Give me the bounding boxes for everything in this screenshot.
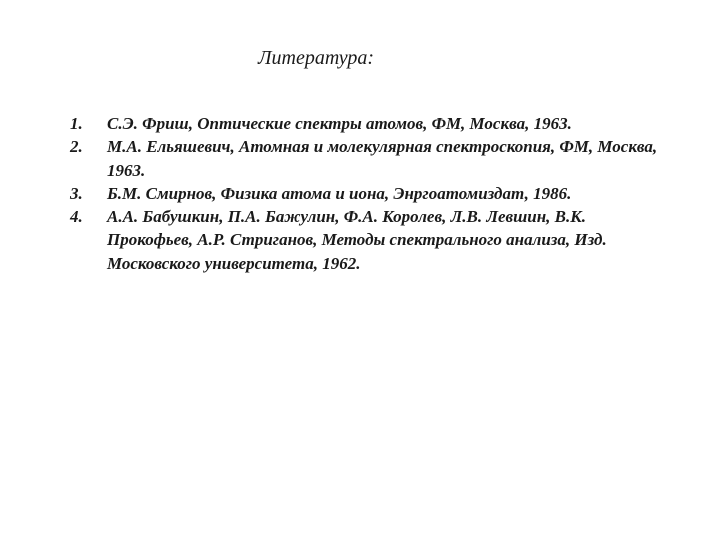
list-item-number: 4. — [70, 207, 83, 227]
list-item-text: Б.М. Смирнов, Физика атома и иона, Энргоатомиздат, 1986. — [107, 183, 572, 203]
list-item — [70, 135, 670, 182]
reference-list — [70, 112, 670, 275]
list-item — [70, 205, 670, 275]
list-item — [70, 112, 670, 135]
list-item-number: 3. — [70, 183, 83, 203]
list-item-text: С.Э. Фриш, Оптические спектры атомов, ФМ, Москва, 1963. — [107, 114, 572, 133]
list-item-text: М.А. Ельяшевич, Атомная и молекулярная спектроскопия, ФМ, Москва, 1963. — [107, 137, 658, 180]
list-item-number: 1. — [70, 114, 83, 133]
list-item — [70, 182, 670, 205]
list-item-number: 2. — [70, 137, 83, 157]
list-item-text: А.А. Бабушкин, П.А. Бажулин, Ф.А. Королев, Л.В. Левшин, В.К. Прокофьев, А.Р. Стриганов, Методы спектрального анализа, Изд. Московского университета, 1962. — [107, 207, 607, 273]
page-title: Литература: — [258, 47, 375, 69]
